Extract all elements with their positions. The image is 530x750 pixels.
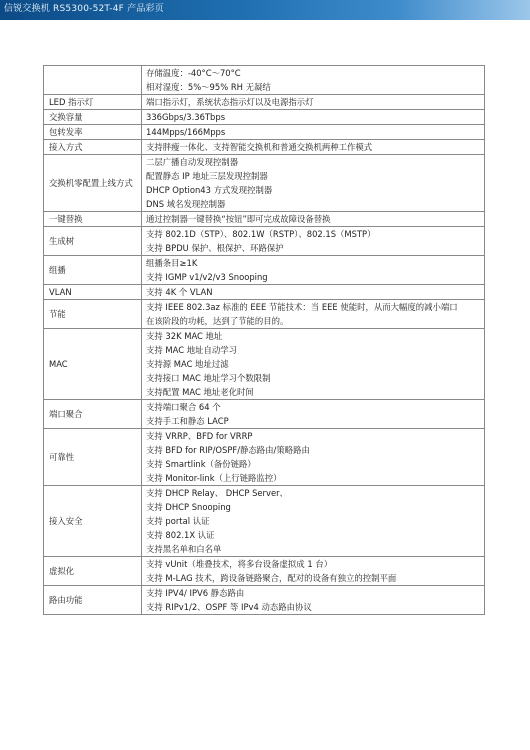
spec-key: 交换容量	[44, 110, 142, 125]
spec-value-line: 支持端口聚合 64 个	[146, 402, 221, 412]
spec-row	[44, 227, 485, 256]
spec-value-line: 相对湿度：5%～95% RH 无凝结	[146, 82, 271, 92]
spec-value-line: 支持 RIPv1/2、OSPF 等 IPv4 动态路由协议	[146, 602, 312, 612]
spec-key: 路由功能	[44, 586, 142, 615]
spec-value-line: DHCP Option43 方式发现控制器	[146, 185, 273, 195]
spec-value	[142, 300, 485, 329]
spec-value	[142, 227, 485, 256]
spec-value-line: 支持 vUnit（堆叠技术，将多台设备虚拟成 1 台）	[146, 559, 333, 569]
spec-value	[142, 110, 485, 125]
spec-key: 接入方式	[44, 140, 142, 155]
spec-value-line: 支持胖瘦一体化、支持智能交换机和普通交换机两种工作模式	[146, 142, 373, 152]
spec-value	[142, 285, 485, 300]
header-title: 信锐交换机 RS5300-52T-4F 产品彩页	[4, 4, 164, 14]
spec-row	[44, 329, 485, 400]
spec-row	[44, 400, 485, 429]
spec-value-line: 二层广播自动发现控制器	[146, 157, 239, 167]
spec-value	[142, 155, 485, 212]
spec-row	[44, 66, 485, 95]
spec-value-line: DNS 域名发现控制器	[146, 199, 226, 209]
spec-value	[142, 429, 485, 486]
spec-row	[44, 155, 485, 212]
spec-value-line: 组播条目≥1K	[146, 258, 198, 268]
spec-value-line: 支持 BFD for RIP/OSPF/静态路由/策略路由	[146, 445, 310, 455]
spec-key: 交换机零配置上线方式	[44, 155, 142, 212]
spec-key: 虚拟化	[44, 557, 142, 586]
spec-row	[44, 586, 485, 615]
spec-value-line: 端口指示灯，系统状态指示灯以及电源指示灯	[146, 97, 314, 107]
spec-value-line: 支持黑名单和白名单	[146, 544, 222, 554]
spec-key: VLAN	[44, 285, 142, 300]
spec-value-line: 支持 DHCP Snooping	[146, 502, 231, 512]
spec-key: 组播	[44, 256, 142, 285]
spec-value-line: 支持 32K MAC 地址	[146, 331, 223, 341]
spec-value	[142, 557, 485, 586]
spec-value	[142, 140, 485, 155]
spec-key: 包转发率	[44, 125, 142, 140]
spec-value	[142, 212, 485, 227]
spec-key: 节能	[44, 300, 142, 329]
spec-value-line: 支持 VRRP、BFD for VRRP	[146, 431, 253, 441]
spec-value-line: 配置静态 IP 地址三层发现控制器	[146, 171, 268, 181]
spec-value-line: 支持手工和静态 LACP	[146, 416, 229, 426]
spec-value	[142, 125, 485, 140]
spec-key: 一键替换	[44, 212, 142, 227]
spec-row	[44, 140, 485, 155]
spec-value-line: 支持 4K 个 VLAN	[146, 287, 213, 297]
spec-row	[44, 557, 485, 586]
spec-value-line: 在该阶段的功耗，达到了节能的目的。	[146, 316, 289, 326]
spec-table-body	[44, 66, 485, 615]
spec-value-line: 支持 Smartlink（备份链路）	[146, 459, 256, 469]
spec-row	[44, 212, 485, 227]
spec-row	[44, 256, 485, 285]
spec-value	[142, 95, 485, 110]
spec-key: 生成树	[44, 227, 142, 256]
spec-key: 端口聚合	[44, 400, 142, 429]
spec-key: 可靠性	[44, 429, 142, 486]
spec-value-line: 支持 IGMP v1/v2/v3 Snooping	[146, 272, 268, 282]
spec-value-line: 支持 IEEE 802.3az 标准的 EEE 节能技术：当 EEE 使能时，从而大幅度的减小端口	[146, 302, 458, 312]
spec-row	[44, 125, 485, 140]
spec-value	[142, 400, 485, 429]
spec-row	[44, 300, 485, 329]
spec-row	[44, 95, 485, 110]
spec-value-line: 336Gbps/3.36Tbps	[146, 112, 226, 122]
spec-value-line: 144Mpps/166Mpps	[146, 127, 226, 137]
spec-value-line: 支持 802.1X 认证	[146, 530, 215, 540]
spec-value-line: 支持 IPV4/ IPV6 静态路由	[146, 588, 245, 598]
spec-value-line: 支持 DHCP Relay、 DHCP Server、	[146, 488, 288, 498]
spec-value-line: 支持 Monitor-link（上行链路监控）	[146, 473, 282, 483]
page-header-bar	[0, 0, 530, 20]
spec-value-line: 存储温度：-40°C～70°C	[146, 68, 241, 78]
spec-value	[142, 256, 485, 285]
spec-row	[44, 110, 485, 125]
spec-table	[43, 65, 485, 615]
spec-value-line: 通过控制器一键替换“按钮”即可完成故障设备替换	[146, 214, 331, 224]
spec-value	[142, 586, 485, 615]
spec-value-line: 支持 M-LAG 技术，跨设备链路聚合，配对的设备有独立的控制平面	[146, 573, 397, 583]
spec-value	[142, 329, 485, 400]
spec-key	[44, 66, 142, 95]
spec-value-line: 支持 MAC 地址自动学习	[146, 345, 237, 355]
spec-value-line: 支持源 MAC 地址过滤	[146, 359, 229, 369]
spec-row	[44, 429, 485, 486]
spec-value	[142, 486, 485, 557]
spec-key: LED 指示灯	[44, 95, 142, 110]
spec-key: 接入安全	[44, 486, 142, 557]
spec-value-line: 支持 BPDU 保护、根保护、环路保护	[146, 243, 284, 253]
spec-value-line: 支持 802.1D（STP）、802.1W（RSTP）、802.1S（MSTP）	[146, 229, 376, 239]
spec-row	[44, 486, 485, 557]
spec-row	[44, 285, 485, 300]
spec-key: MAC	[44, 329, 142, 400]
spec-value-line: 支持 portal 认证	[146, 516, 210, 526]
spec-value	[142, 66, 485, 95]
spec-value-line: 支持接口 MAC 地址学习个数限制	[146, 373, 271, 383]
spec-value-line: 支持配置 MAC 地址老化时间	[146, 387, 254, 397]
